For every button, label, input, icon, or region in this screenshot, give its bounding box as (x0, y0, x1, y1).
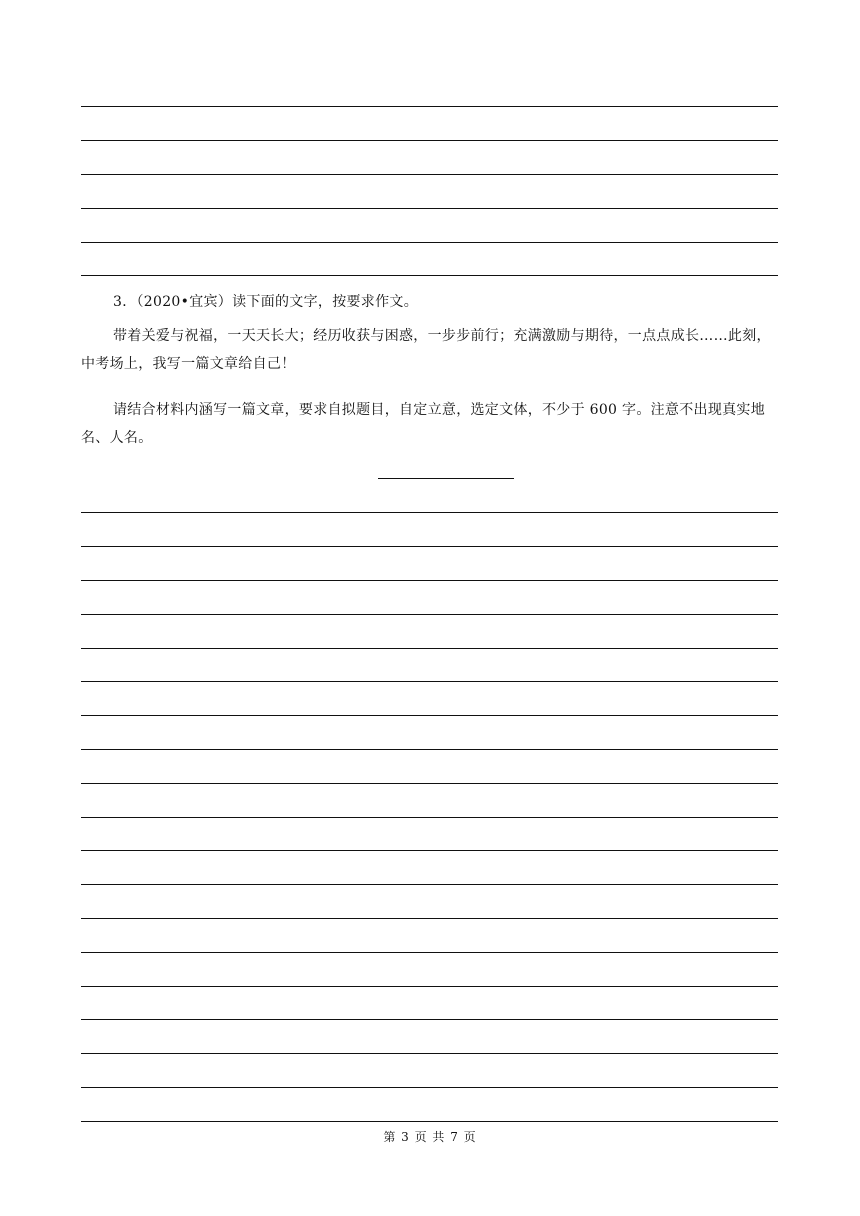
writing-line (81, 850, 778, 851)
writing-line (81, 884, 778, 885)
writing-line (81, 648, 778, 649)
page-number-footer: 第 3 页 共 7 页 (383, 1130, 477, 1144)
writing-line (81, 952, 778, 953)
writing-line (81, 106, 778, 107)
title-blank-line (378, 478, 514, 479)
writing-line (81, 681, 778, 682)
writing-line (81, 275, 778, 276)
writing-line (81, 783, 778, 784)
writing-line (81, 512, 778, 513)
writing-line (81, 1121, 778, 1122)
writing-line (81, 1053, 778, 1054)
writing-line (81, 242, 778, 243)
writing-line (81, 580, 778, 581)
writing-line (81, 140, 778, 141)
writing-line (81, 715, 778, 716)
question-header: 3．（2020•宜宾）读下面的文字，按要求作文。 (113, 294, 418, 310)
writing-line (81, 174, 778, 175)
writing-line (81, 749, 778, 750)
writing-line (81, 817, 778, 818)
writing-line (81, 208, 778, 209)
writing-line (81, 614, 778, 615)
writing-line (81, 1087, 778, 1088)
writing-line (81, 546, 778, 547)
question-material: 带着关爱与祝福，一天天长大；经历收获与困惑，一步步前行；充满激励与期待，一点点成长……此刻，中考场上，我写一篇文章给自己！ (81, 328, 771, 372)
question-instructions: 请结合材料内涵写一篇文章，要求自拟题目，自定立意，选定文体，不少于 600 字。注意不出现真实地名、人名。 (81, 402, 766, 446)
writing-line (81, 986, 778, 987)
writing-line (81, 1019, 778, 1020)
writing-line (81, 918, 778, 919)
